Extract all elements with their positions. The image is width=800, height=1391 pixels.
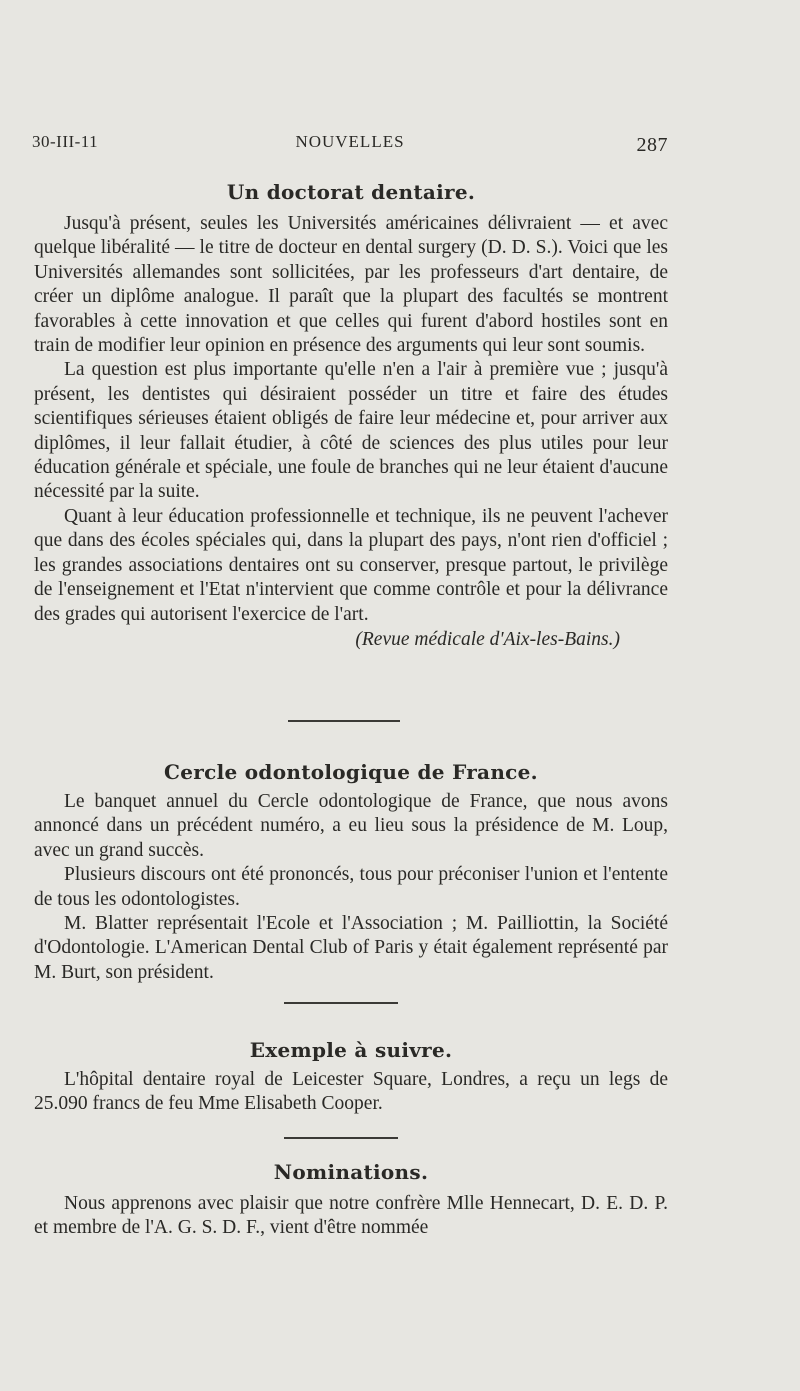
article-title: Un doctorat dentaire. <box>226 180 476 204</box>
article-nominations <box>34 1158 668 1241</box>
section-divider <box>284 1002 398 1004</box>
article-paragraph: Nous apprenons avec plaisir que notre confrère Mlle Hennecart, D. E. D. P. et membre de l'A. G. S. D. F., vient d'être nommée <box>34 1193 668 1239</box>
article-cercle-odontologique <box>34 758 668 985</box>
article-exemple-a-suivre <box>34 1036 668 1117</box>
running-header <box>32 132 668 154</box>
article-source: (Revue médicale d'Aix-les-Bains.) <box>355 628 620 650</box>
article-paragraph: Plusieurs discours ont été prononcés, tous pour préconiser l'union et l'entente de tous les odontologistes. <box>34 864 668 910</box>
article-paragraph: Le banquet annuel du Cercle odontologique de France, que nous avons annoncé dans un précédent numéro, a eu lieu sous la présidence de M. Loup, avec un grand succès. <box>34 791 668 861</box>
page-number: 287 <box>636 134 668 156</box>
section-title: NOUVELLES <box>295 132 405 151</box>
article-paragraph: Quant à leur éducation professionnelle et technique, ils ne peuvent l'achever que dans des écoles spéciales qui, dans la plupart des pays, n'ont rien d'officiel ; les grandes associations dentaires ont su conserver, presque partout, le privilège de l'enseignement et l'Etat n'intervient que comme contrôle et pour la délivrance des grades qui autorisent l'exercice de l'art. <box>34 505 668 625</box>
article-paragraph: La question est plus importante qu'elle n'en a l'air à première vue ; jusqu'à présent, les dentistes qui désiraient posséder un titre et faire des études scientifiques sérieuses étaient obligés de faire leur médecine et, pour arriver aux diplômes, il leur fallait étudier, à côté de sciences des plus utiles pour leur éducation générale et spéciale, une foule de branches qui ne leur étaient d'aucune nécessité par la suite. <box>34 359 668 503</box>
article-paragraph: Jusqu'à présent, seules les Universités américaines délivraient — et avec quelque libéralité — le titre de docteur en dental surgery (D. D. S.). Voici que les Universités allemandes sont sollicitées, par les professeurs d'art dentaire, de créer un diplôme analogue. Il paraît que la plupart des facultés se montrent favorables à cette innovation et que celles qui furent d'abord hostiles sont en train de modifier leur opinion en présence des arguments qui leur sont soumis. <box>34 213 668 357</box>
article-paragraph: M. Blatter représentait l'Ecole et l'Association ; M. Pailliottin, la Société d'Odontologie. L'American Dental Club of Paris y était également représenté par M. Burt, son président. <box>34 913 668 983</box>
section-divider <box>284 1137 398 1139</box>
section-divider <box>288 720 400 722</box>
issue-date: 30-III-11 <box>32 132 99 151</box>
article-paragraph: L'hôpital dentaire royal de Leicester Square, Londres, a reçu un legs de 25.090 francs de feu Mme Elisabeth Cooper. <box>34 1069 668 1115</box>
article-title: Nominations. <box>273 1160 429 1184</box>
article-title: Exemple à suivre. <box>249 1038 453 1062</box>
article-title: Cercle odontologique de France. <box>164 760 538 784</box>
article-doctorat-dentaire <box>34 178 668 653</box>
